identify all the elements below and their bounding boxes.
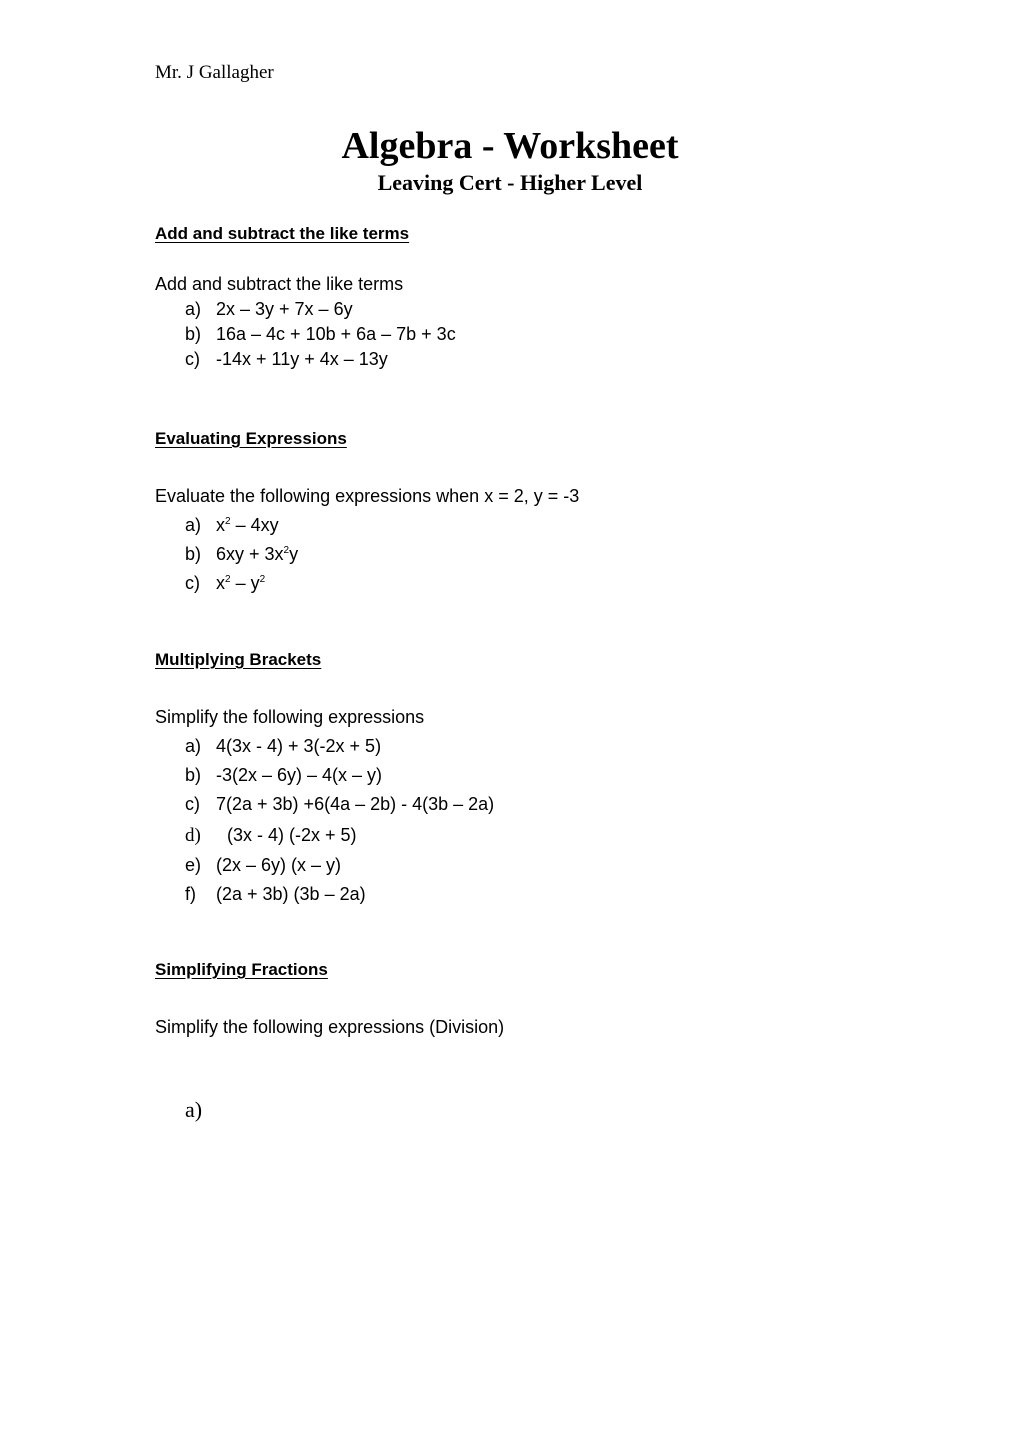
item-expression: (2a + 3b) (3b – 2a) bbox=[216, 884, 366, 904]
list-item bbox=[185, 324, 456, 345]
superscript-exponent: 2 bbox=[259, 574, 266, 585]
section-heading-evaluating: Evaluating Expressions bbox=[155, 429, 347, 448]
item-expression: 7(2a + 3b) +6(4a – 2b) - 4(3b – 2a) bbox=[216, 794, 495, 814]
list-item bbox=[185, 736, 381, 757]
item-expression: (3x - 4) (-2x + 5) bbox=[227, 825, 357, 845]
item-expression: -14x + 11y + 4x – 13y bbox=[216, 349, 388, 369]
list-item bbox=[185, 299, 353, 320]
page-subtitle: Leaving Cert - Higher Level bbox=[377, 170, 643, 195]
section-heading-like-terms: Add and subtract the like terms bbox=[155, 224, 410, 243]
section-heading-fractions: Simplifying Fractions bbox=[155, 960, 328, 979]
page-title: Algebra - Worksheet bbox=[341, 125, 679, 167]
item-label: f) bbox=[185, 884, 196, 904]
author-name: Mr. J Gallagher bbox=[155, 62, 274, 83]
item-label: b) bbox=[185, 324, 202, 344]
instruction-evaluating: Evaluate the following expressions when x = 2, y = -3 bbox=[155, 486, 580, 506]
item-expression: 2x – 3y + 7x – 6y bbox=[216, 299, 353, 319]
superscript-exponent: 2 bbox=[225, 574, 231, 585]
item-expression: 16a – 4c + 10b + 6a – 7b + 3c bbox=[216, 324, 456, 344]
list-item bbox=[185, 765, 382, 786]
section-heading-brackets: Multiplying Brackets bbox=[155, 650, 322, 669]
superscript-exponent: 2 bbox=[225, 516, 231, 527]
item-label: c) bbox=[185, 794, 200, 814]
item-label: b) bbox=[185, 544, 202, 564]
superscript-exponent: 2 bbox=[283, 545, 290, 556]
instruction-brackets: Simplify the following expressions bbox=[155, 707, 425, 727]
item-label: a) bbox=[185, 1097, 203, 1122]
item-label: a) bbox=[185, 299, 202, 319]
list-item bbox=[185, 794, 494, 815]
list-item bbox=[185, 855, 341, 876]
list-item bbox=[185, 349, 388, 370]
item-label: b) bbox=[185, 765, 202, 785]
instruction-fractions: Simplify the following expressions (Division) bbox=[155, 1017, 505, 1037]
item-expression: 4(3x - 4) + 3(-2x + 5) bbox=[216, 736, 382, 756]
item-expression: (2x – 6y) (x – y) bbox=[216, 855, 342, 875]
list-item bbox=[185, 515, 279, 536]
item-label: e) bbox=[185, 855, 202, 875]
item-label: d) bbox=[185, 825, 201, 846]
item-label: c) bbox=[185, 573, 200, 593]
list-item bbox=[185, 825, 357, 847]
item-label: c) bbox=[185, 349, 200, 369]
instruction-like-terms: Add and subtract the like terms bbox=[155, 274, 404, 294]
item-label: a) bbox=[185, 736, 202, 756]
list-item bbox=[185, 544, 298, 565]
item-expression: $x^2 - y^2$ bbox=[216, 573, 266, 593]
item-label: a) bbox=[185, 515, 202, 535]
list-item bbox=[185, 573, 265, 594]
list-item bbox=[185, 884, 366, 905]
item-expression: $x^2 - 4xy$ bbox=[216, 515, 279, 535]
item-expression: -3(2x – 6y) – 4(x – y) bbox=[216, 765, 383, 785]
item-expression: $6xy + 3x^2y$ bbox=[216, 544, 299, 564]
